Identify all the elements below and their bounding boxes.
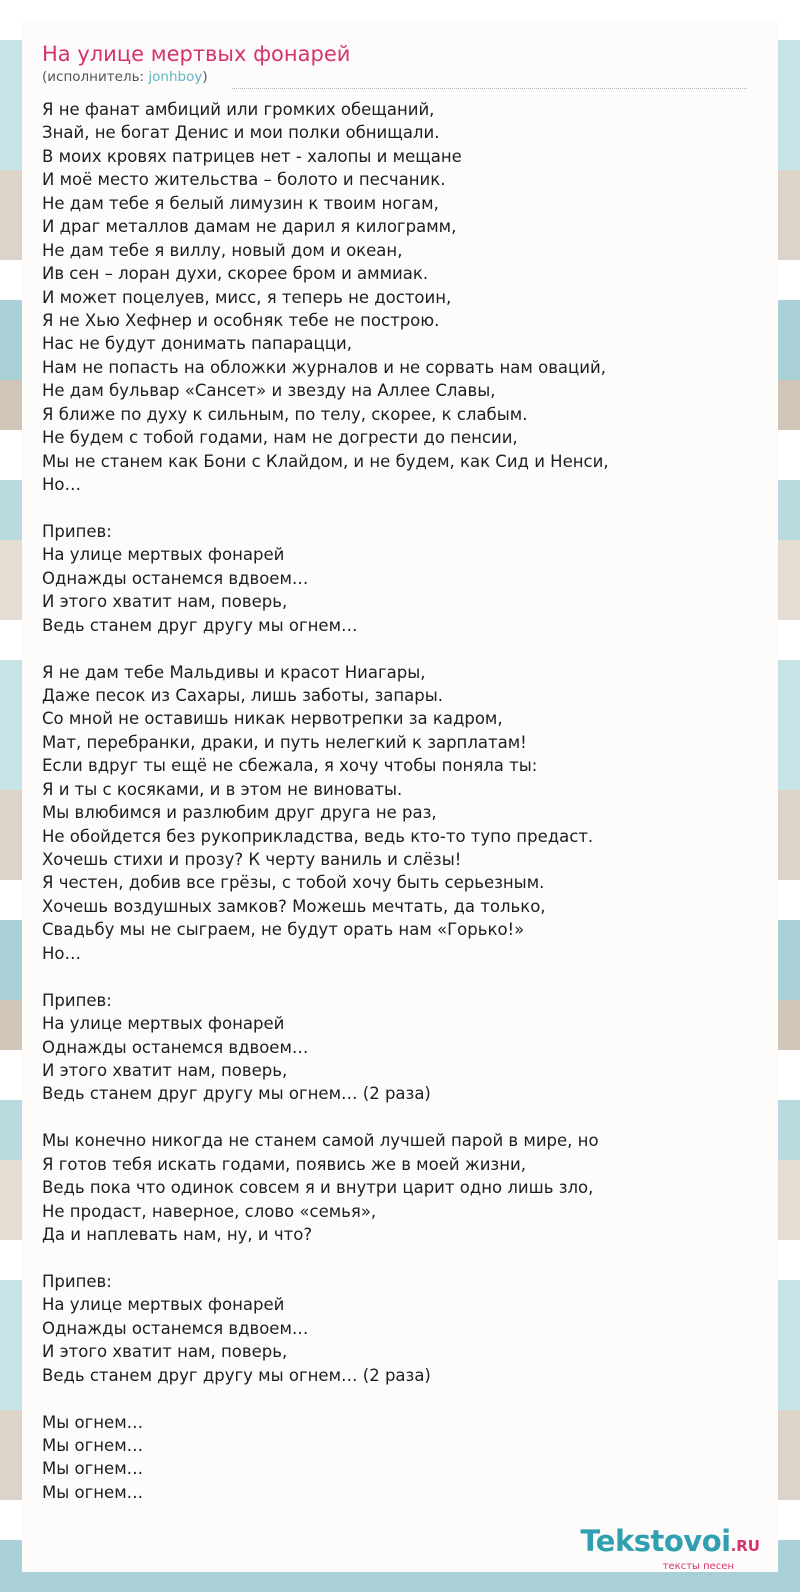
byline-suffix: ) — [202, 69, 208, 85]
lyric-line: Не будем с тобой годами, нам не догрести до пенсии, — [42, 428, 518, 448]
lyric-line: Если вдруг ты ещё не сбежала, я хочу чтобы поняла ты: — [42, 756, 538, 776]
lyric-line: Даже песок из Сахары, лишь заботы, запары. — [42, 685, 443, 705]
site-logo[interactable] — [580, 1526, 760, 1572]
lyric-line: Нас не будут донимать папарацци, — [42, 334, 352, 354]
lyric-line: Мы огнем… — [42, 1412, 144, 1432]
lyric-line: Не дам бульвар «Сансет» и звезду на Аллее Славы, — [42, 381, 496, 401]
lyric-line: Хочешь стихи и прозу? К черту ваниль и слёзы! — [42, 850, 462, 869]
lyric-line: Ведь станем друг другу мы огнем… (2 раза) — [42, 1365, 431, 1385]
lyric-line: И моё место жительства – болото и песчаник. — [42, 170, 446, 190]
logo-tagline: тексты песен — [662, 1561, 734, 1572]
lyric-line: Ведь станем друг другу мы огнем… — [42, 615, 358, 635]
lyric-line: Мы влюбимся и разлюбим друг друга не раз, — [42, 803, 437, 823]
lyric-line: Ив сен – лоран духи, скорее бром и аммиак. — [42, 264, 429, 284]
lyric-line: Знай, не богат Денис и мои полки обнищали. — [42, 123, 440, 143]
logo-domain: .RU — [730, 1537, 760, 1555]
lyric-line: Я не фанат амбиций или громких обещаний, — [42, 100, 435, 119]
artist-link[interactable]: jonhboy — [148, 69, 203, 85]
lyric-line: На улице мертвых фонарей — [42, 1295, 285, 1315]
lyric-line: И этого хватит нам, поверь, — [42, 592, 288, 612]
lyric-line: Свадьбу мы не сыграем, не будут орать нам «Горько!» — [42, 920, 525, 940]
lyric-line: Припев: — [42, 521, 112, 541]
lyric-line: Мы не станем как Бони с Клайдом, и не будем, как Сид и Ненси, — [42, 451, 609, 471]
lyric-line: На улице мертвых фонарей — [42, 545, 285, 565]
lyric-line: Не продаст, наверное, слово «семья», — [42, 1201, 377, 1221]
lyric-line: Но… — [42, 943, 82, 963]
lyrics-body — [42, 98, 772, 1504]
lyric-line: Я готов тебя искать годами, появись же в моей жизни, — [42, 1154, 526, 1174]
byline-prefix: (исполнитель: — [42, 69, 149, 85]
lyric-line: Мы огнем… — [42, 1435, 144, 1455]
blank-line — [42, 1246, 772, 1269]
blank-line — [42, 637, 772, 660]
logo-wordmark — [580, 1526, 760, 1561]
lyric-line: Со мной не оставишь никак нервотрепки за кадром, — [42, 709, 503, 729]
blank-line — [42, 965, 772, 988]
blank-line — [42, 1106, 772, 1129]
lyric-line: И может поцелуев, мисс, я теперь не достоин, — [42, 287, 452, 307]
lyric-line: Я и ты с косяками, и в этом не виноваты. — [42, 779, 403, 799]
lyric-line: Не дам тебе я белый лимузин к твоим ногам, — [42, 193, 439, 213]
lyric-line: Я ближе по духу к сильным, по телу, скорее, к слабым. — [42, 404, 528, 424]
lyric-line: Мат, перебранки, драки, и путь нелегкий к зарплатам! — [42, 732, 527, 752]
lyric-line: Мы огнем… — [42, 1482, 144, 1502]
blank-line — [42, 496, 772, 519]
lyric-line: Я честен, добив все грёзы, с тобой хочу быть серьезным. — [42, 873, 545, 893]
lyric-line: Да и наплевать нам, ну, и что? — [42, 1225, 313, 1244]
lyric-line: Хочешь воздушных замков? Можешь мечтать, да только, — [42, 896, 546, 916]
lyric-line: Я не дам тебе Мальдивы и красот Ниагары, — [42, 662, 426, 682]
lyric-line: Не обойдется без рукоприкладства, ведь кто-то тупо предаст. — [42, 826, 594, 846]
lyric-line: Не дам тебе я виллу, новый дом и океан, — [42, 240, 403, 260]
lyric-line: Но… — [42, 475, 82, 494]
song-title: На улице мертвых фонарей — [42, 42, 351, 66]
lyric-line: Я не Хью Хефнер и особняк тебе не построю. — [42, 310, 440, 330]
lyric-line: Однажды останемся вдвоем… — [42, 1318, 309, 1338]
lyric-line: Припев: — [42, 990, 112, 1010]
lyric-line: На улице мертвых фонарей — [42, 1014, 285, 1034]
song-header — [42, 40, 762, 86]
lyric-line: И этого хватит нам, поверь, — [42, 1060, 288, 1080]
lyric-line: И драг металлов дамам не дарил я килограмм, — [42, 217, 457, 237]
lyric-line: Ведь станем друг другу мы огнем… (2 раза) — [42, 1084, 431, 1104]
lyric-line: И этого хватит нам, поверь, — [42, 1342, 288, 1362]
blank-line — [42, 1387, 772, 1410]
header-divider — [232, 88, 747, 89]
artist-byline — [42, 68, 762, 86]
lyric-line: Однажды останемся вдвоем… — [42, 1037, 309, 1057]
lyric-line: Однажды останемся вдвоем… — [42, 568, 309, 588]
lyric-line: Ведь пока что одинок совсем я и внутри царит одно лишь зло, — [42, 1178, 594, 1198]
lyric-line: Мы огнем… — [42, 1459, 144, 1479]
lyric-line: Припев: — [42, 1271, 112, 1291]
lyric-line: Мы конечно никогда не станем самой лучшей парой в мире, но — [42, 1131, 599, 1151]
lyric-line: Нам не попасть на обложки журналов и не сорвать нам оваций, — [42, 357, 606, 377]
lyric-line: В моих кровях патрицев нет - халопы и мещане — [42, 146, 462, 166]
logo-name: Tekstovoi — [580, 1524, 731, 1558]
